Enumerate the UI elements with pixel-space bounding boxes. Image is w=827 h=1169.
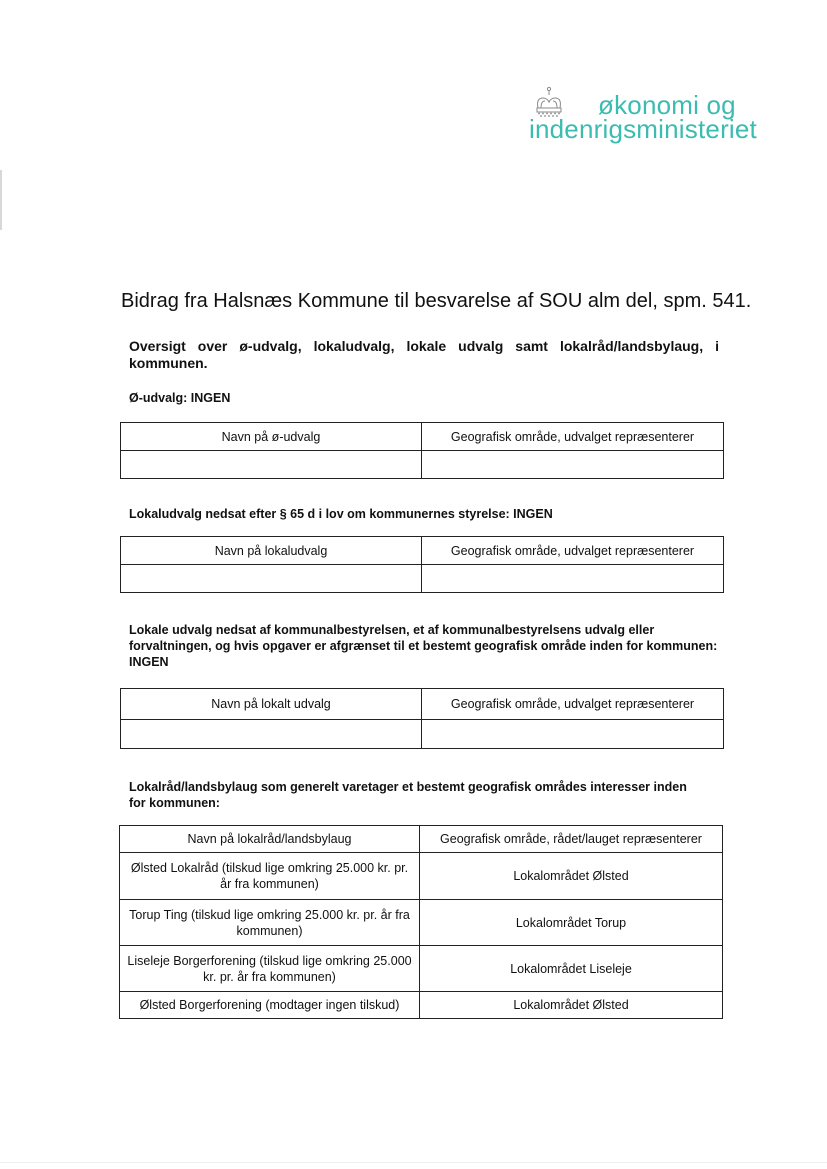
lokaludvalg-col-area: Geografisk område, udvalget repræsenterer: [422, 537, 724, 565]
lokalraad-heading: Lokalråd/landsbylaug som generelt varetager et bestemt geografisk områdes interesser inden for kommunen:: [129, 780, 687, 810]
table-row: [120, 900, 723, 946]
lokaludvalg-table: [120, 536, 724, 593]
o-udvalg-empty-cell: [121, 451, 422, 479]
lokale-udvalg-col-area: Geografisk område, udvalget repræsenterer: [422, 689, 724, 720]
lokalraad-area-cell: Lokalområdet Torup: [420, 900, 723, 946]
lokalraad-col-area: Geografisk område, rådet/lauget repræsenterer: [420, 826, 723, 853]
lokale-udvalg-table: [120, 688, 724, 749]
scan-artifact: [0, 170, 2, 230]
lokale-udvalg-heading: Lokale udvalg nedsat af kommunalbestyrelsen, et af kommunalbestyrelsens udvalg eller forvaltningen, og hvis opgaver er afgrænset til et bestemt geografisk område inden for kommunen: INGEN: [129, 623, 718, 669]
scan-artifact: [0, 1162, 827, 1163]
lokalraad-name-cell: Torup Ting (tilskud lige omkring 25.000 kr. pr. år fra kommunen): [120, 900, 420, 946]
lokalraad-name-cell: Ølsted Lokalråd (tilskud lige omkring 25.000 kr. pr. år fra kommunen): [120, 853, 420, 900]
lokalraad-area-cell: Lokalområdet Ølsted: [420, 992, 723, 1019]
lokaludvalg-empty-cell: [422, 565, 724, 593]
lokale-udvalg-empty-cell: [422, 720, 724, 749]
lokalraad-col-name: Navn på lokalråd/landsbylaug: [120, 826, 420, 853]
table-row: [120, 992, 723, 1019]
logo-text-line2: indenrigsministeriet: [529, 114, 757, 144]
intro-heading: Oversigt over ø-udvalg, lokaludvalg, lokale udvalg samt lokalråd/landsbylaug, i kommunen.: [129, 338, 719, 371]
table-row: [120, 946, 723, 992]
o-udvalg-col-name: Navn på ø-udvalg: [121, 423, 422, 451]
lokalraad-table: [119, 825, 723, 1019]
o-udvalg-col-area: Geografisk område, udvalget repræsenterer: [422, 423, 724, 451]
lokaludvalg-col-name: Navn på lokaludvalg: [121, 537, 422, 565]
lokalraad-area-cell: Lokalområdet Liseleje: [420, 946, 723, 992]
o-udvalg-table: [120, 422, 724, 479]
lokalraad-name-cell: Liseleje Borgerforening (tilskud lige omkring 25.000 kr. pr. år fra kommunen): [120, 946, 420, 992]
logo-text-line1: økonomi og: [598, 90, 736, 120]
table-row: [120, 853, 723, 900]
lokaludvalg-heading: Lokaludvalg nedsat efter § 65 d i lov om kommunernes styrelse: INGEN: [129, 507, 553, 521]
o-udvalg-heading: Ø-udvalg: INGEN: [129, 391, 231, 405]
lokalraad-name-cell: Ølsted Borgerforening (modtager ingen tilskud): [120, 992, 420, 1019]
lokalraad-area-cell: Lokalområdet Ølsted: [420, 853, 723, 900]
lokale-udvalg-col-name: Navn på lokalt udvalg: [121, 689, 422, 720]
lokaludvalg-empty-cell: [121, 565, 422, 593]
document-title: Bidrag fra Halsnæs Kommune til besvarelse af SOU alm del, spm. 541.: [121, 290, 752, 312]
ministry-logo: [528, 84, 757, 144]
o-udvalg-empty-cell: [422, 451, 724, 479]
lokale-udvalg-empty-cell: [121, 720, 422, 749]
